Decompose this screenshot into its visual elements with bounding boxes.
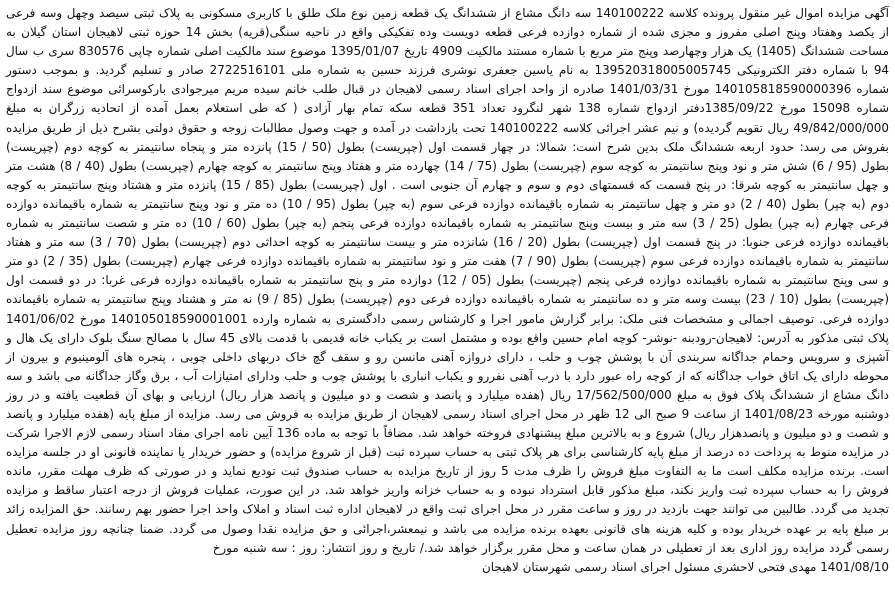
auction-notice-text: آگهی مزایده اموال غیر منقول پرونده کلاسه 140100222 سه دانگ مشاع از ششدانگ یک قطعه زمین نوع ملک طلق با کاربری مسکونی به پلاک ثبتی سیصد وچهل وسه فرعی از یکصد وهفتاد وپنج اصلی مفروز و مجزی شده از شماره دوازده فرعی قطعه دویست وده تفکیکی واقع در ناحیه سنگی(قریه) بخش 14 حوزه ثبتی لاهیجان استان گیلان به مساحت ششدانگ (1405) یک هزار وچهارصد وپنج متر مربع با شماره مستند مالکیت 4909 تاریخ 1395/01/07 موضوع سند مالکیت اصلی شماره چاپی 830576 سری ب سال 94 با شماره دفتر الکترونیکی 139520318005005745 به نام یاسین جعفری نوشری فرزند حسین به شماره ملی 2722516101 صادر و تسلیم گردید. و بموجب دستور شماره 140105818590000396 مورخ 1401/03/31 صادره از واحد اجرای اسناد رسمی لاهیجان در قبال طلب خانم سیده مریم میرجوادی بارکوسرائی موضوع سند ازدواج شماره 15098 مورخ 1385/09/22دفتر ازدواج شماره 138 شهر لنگرود تعداد 351 قطعه سکه تمام بهار آزادی ( که طی استعلام بعمل آمده از اتحادیه زرگران به مبلغ 49/842/000/000 ریال تقویم گردیده) و نیم عشر اجرائی کلاسه 140100222 تحت بازداشت در آمده و جهت وصول مطالبات زوجه و حقوق دولتی بشرح ذیل از طریق مزایده بفروش می رسد: حدود اربعه ششدانگ ملک بدین شرح است: شمالا: در چهار قسمت اول (چپریست) بطول (50 / 15) پانزده متر و پنجاه سانتیمتر به کوچه دوم (چپریست) بطول (95 / 6) شش متر و نود وپنج سانتیمتر به کوچه سوم (چپریست) بطول (75 / 14) چهارده متر و هفتاد وپنج سانتیمتر به کوچه چهارم (چپریست) بطول (40 / 8) هشت متر و چهل سانتیمتر به کوچه شرقا: در پنج قسمت که قسمتهای دوم و سوم و چهارم آن جنوبی است . اول (چپریست) بطول (85 / 15) پانزده متر و هشتاد وپنج سانتیمتر به کوچه دوم (به چپر) بطول (40 / 2) دو متر و چهل سانتیمتر به شماره باقیمانده دوازده فرعی سوم (به چپر) بطول (95 / 10) ده متر و نود وپنج سانتیمتر به شماره باقیمانده دوازده فرعی چهارم (به چپر) بطول (25 / 3) سه متر و بیست وپنج سانتیمتر به شماره باقیمانده دوازده فرعی پنجم (به چپر) بطول (60 / 10) ده متر و شصت سانتیمتر به شماره باقیمانده دوازده فرعی جنوبا: در پنج قسمت اول (چپریست) بطول (20 / 16) شانزده متر و بیست سانتیمتر به کوچه احداثی دوم (چپریست) بطول (70 / 3) سه متر و هفتاد سانتیمتر به شماره باقیمانده دوازده فرعی سوم (چپریست) بطول (90 / 7) هفت متر و نود سانتیمتر به شماره باقیمانده دوازده فرعی چهارم (چپریست) بطول (35 / 2) دو متر و سی وپنج سانتیمتر به شماره باقیمانده دوازده فرعی پنجم (چپریست) بطول (05 / 12) دوازده متر و پنج سانتیمتر به شماره باقیمانده دوازده فرعی غربا: در دو قسمت اول (چپریست) بطول (10 / 23) بیست وسه متر و ده سانتیمتر به شماره باقیمانده دوازده فرعی دوم (چپریست) بطول (85 / 9) نه متر و هشتاد وپنج سانتیمتر به شماره باقیمانده دوازده فرعی. توصیف اجمالی و مشخصات فنی ملک: برابر گزارش مامور اجرا و کارشناس رسمی دادگستری به شماره وارده 140105018590001001 مورخ 1401/06/02 پلاک ثبتی مذکور به آدرس: لاهیجان-رودبنه -نوشر- کوچه امام حسین واقع بوده و مشتمل است بر یکباب خانه قدیمی با قدمت بالای 45 سال با مصالح سنگ بلوک دارای یک هال و آشپزی و سرویس وحمام جداگانه سربندی آن با پوشش چوب و حلب ، دارای دروازه آهنی مانسن رو و سقف گچ خاک دربهای داخلی چوبی ، پنجره های آلومینیوم و بیرون از محوطه دارای یک اتاق خواب جداگانه که از کوچه راه عبور دارد با درب آهنی نفررو و یکباب انباری با پوشش چوب و حلب ودارای امتیازات آب ، برق وگاز جداگانه می باشد و سه دانگ مشاع از ششدانگ پلاک فوق به مبلغ 17/562/500/000 ریال (هفده میلیارد و پانصد و شصت و دو میلیون و پانصد هزار ریال) ارزیابی و بهای آن قطعیت یافته و در روز دوشنبه مورخه 1401/08/23 از ساعت 9 صبح الی 12 ظهر در محل اجرای اسناد رسمی لاهیجان از طریق مزایده به فروش می رسد. مزایده از مبلغ پایه (هفده میلیارد و پانصد و شصت و دو میلیون و پانصدهزار ریال) شروع و به بالاترین مبلغ پیشنهادی فروخته خواهد شد. مضافاً با توجه به ماده 136 آیین نامه اجرای مفاد اسناد رسمی لازم الاجرا شرکت در مزایده منوط به پرداخت ده درصد از مبلغ پایه کارشناسی برای هر پلاک ثبتی به حساب سپرده ثبت (قبل از شروع مزایده) و حضور خریدار یا نماینده قانونی او در جلسه مزایده است. برنده مزایده مکلف است ما به التفاوت مبلغ فروش را ظرف مدت 5 روز از تاریخ مزایده به حساب صندوق ثبت تودیع نماید و در صورتی که ظرف مهلت مقرر، مانده فروش را به حساب سپرده ثبت واریز نکند، مبلغ مذکور قابل استرداد نبوده و به حساب خزانه واریز خواهد شد. در این صورت، عملیات فروش از درجه اعتبار ساقط و مزایده تجدید می گردد. طالبین می توانند جهت بازدید در روز و ساعت مقرر در محل اجرای ثبت واقع در لاهیجان اداره ثبت اسناد و املاک واحد اجرا حضور بهم رسانند. حق المزایده زائد بر مبلغ پایه بر عهده خریدار بوده و کلیه هزینه های قانونی بعهده برنده مزایده می باشد و نیمعشر،اجرائی و حق مزایده نقدا وصول می گردد. ضمنا چنانچه روز مزایده تعطیل رسمی گردد مزایده روز اداری بعد از تعطیلی در همان ساعت و محل مقرر برگزار خواهد شد./ تاریخ و روز انتشار: روز : سه شنبه مورخ	[6, 6, 890, 555]
notice-signature-line: 1401/08/10 مهدی فتحی لاحشری مسئول اجرای اسناد رسمی شهرستان لاهیجان	[481, 559, 889, 574]
